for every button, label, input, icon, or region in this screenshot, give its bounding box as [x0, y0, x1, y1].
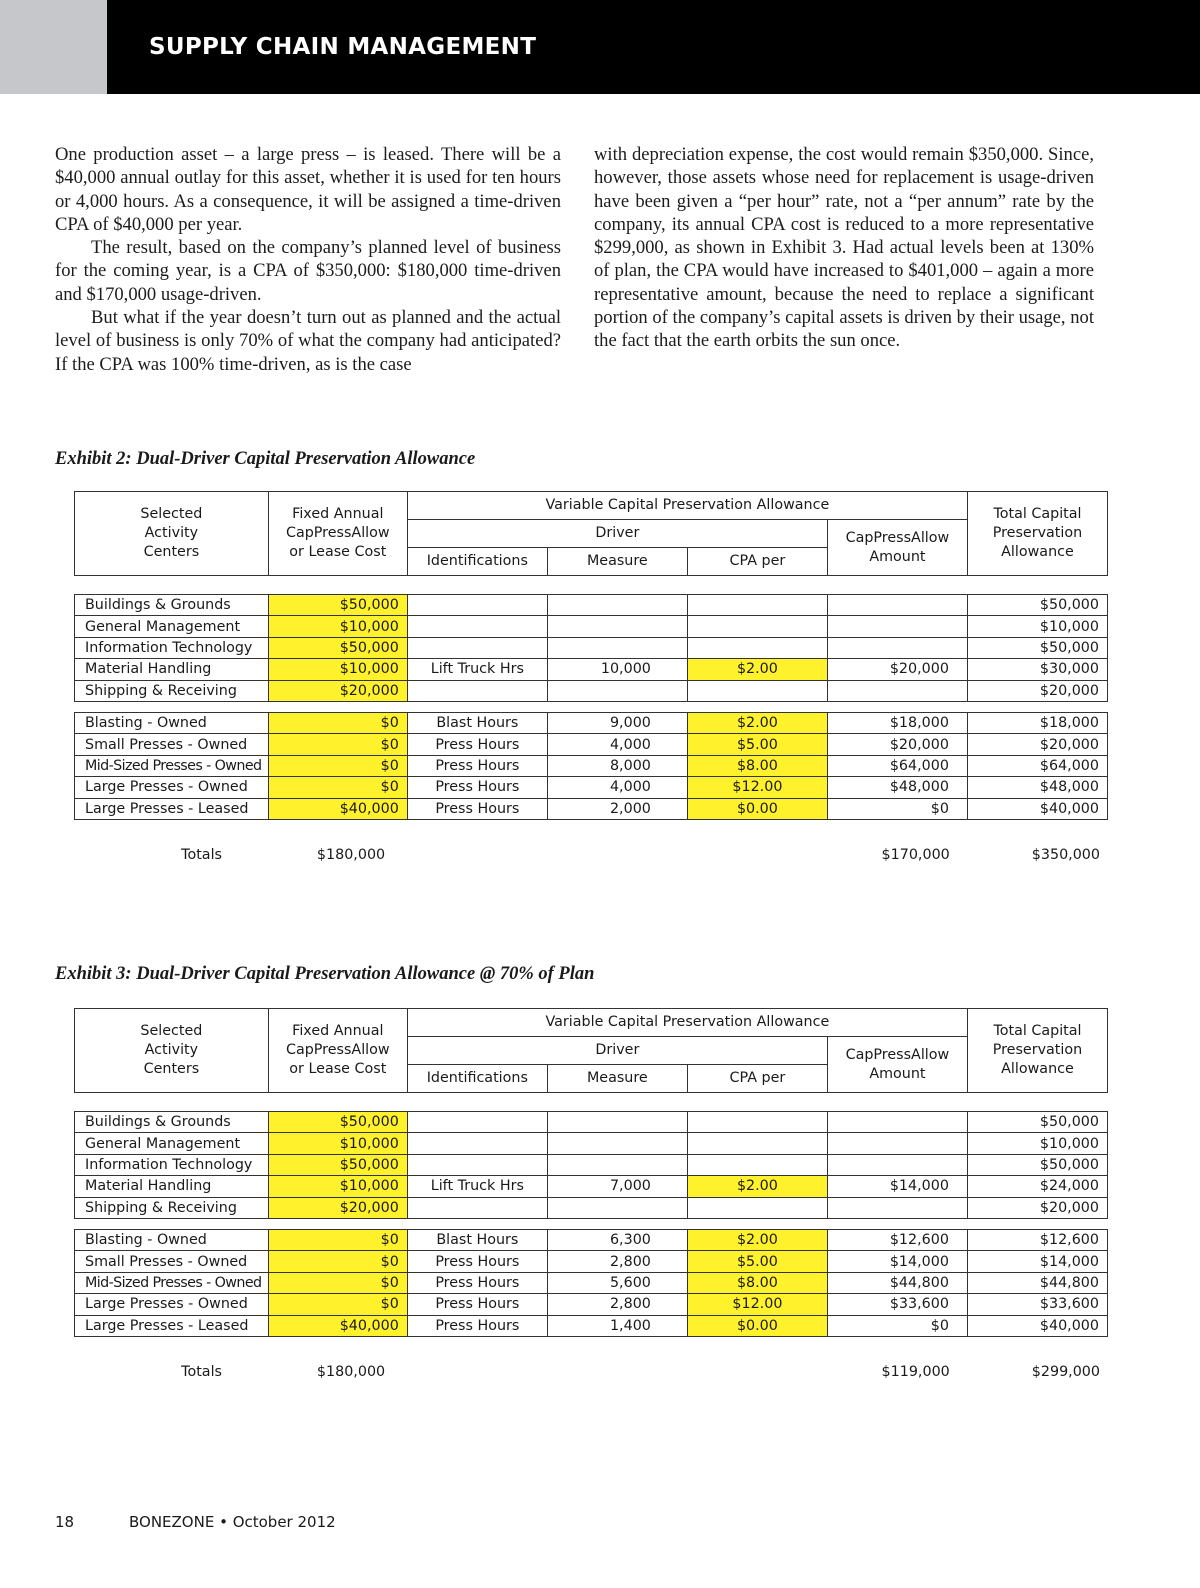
total-cpa: $40,000 [967, 798, 1107, 819]
driver-measure [547, 616, 687, 637]
total-cpa: $33,600 [967, 1294, 1107, 1315]
fixed-cost: $40,000 [268, 1315, 407, 1336]
driver-identification: Blast Hours [407, 712, 547, 733]
driver-identification [407, 1197, 547, 1218]
cpa-per: $0.00 [687, 798, 827, 819]
cpa-per [687, 1154, 827, 1175]
driver-measure: 4,000 [547, 734, 687, 755]
activity-center: Large Presses - Leased [75, 1315, 269, 1336]
publication-footer: BONEZONE • October 2012 [129, 1513, 336, 1531]
total-cpa: $50,000 [967, 637, 1107, 658]
cpa-amount [827, 1197, 967, 1218]
totals-row [74, 1361, 1108, 1383]
driver-identification [407, 1154, 547, 1175]
table-row [75, 1251, 1108, 1272]
header-cpa-per: CPA per [687, 548, 827, 576]
total-cpa: $64,000 [967, 755, 1107, 776]
cpa-amount: $14,000 [827, 1176, 967, 1197]
driver-measure: 10,000 [547, 659, 687, 680]
cpa-per [687, 680, 827, 701]
activity-center: Small Presses - Owned [75, 1251, 269, 1272]
paragraph: One production asset – a large press – is leased. There will be a $40,000 annual outlay for this asset, whether it is used for ten hours or 4,000 hours. As a consequence, it will be assigned a time-driven CPA of $40,000 per year. [55, 144, 561, 235]
header-fixed: Fixed Annual CapPressAllow or Lease Cost [268, 492, 407, 576]
cpa-amount: $48,000 [827, 777, 967, 798]
activity-center: Information Technology [75, 637, 269, 658]
table-row [75, 777, 1108, 798]
exhibit-3-table [74, 1008, 1108, 1383]
driver-identification: Blast Hours [407, 1229, 547, 1250]
totals-label: Totals [181, 846, 222, 863]
totals-amount: $170,000 [881, 846, 950, 863]
fixed-cost: $0 [268, 1294, 407, 1315]
cpa-amount: $20,000 [827, 734, 967, 755]
table-row [75, 1176, 1108, 1197]
cpa-per [687, 1133, 827, 1154]
cpa-amount: $33,600 [827, 1294, 967, 1315]
header-driver: Driver [407, 1037, 827, 1065]
header-gray-block [0, 0, 107, 94]
driver-measure: 4,000 [547, 777, 687, 798]
activity-center: Buildings & Grounds [75, 595, 269, 616]
driver-measure: 7,000 [547, 1176, 687, 1197]
table-row [75, 595, 1108, 616]
driver-identification: Press Hours [407, 1272, 547, 1293]
header-activity: Selected Activity Centers [75, 1009, 269, 1093]
activity-center: Large Presses - Owned [75, 777, 269, 798]
driver-identification: Lift Truck Hrs [407, 659, 547, 680]
header-amount: CapPressAllow Amount [827, 520, 967, 576]
cpa-amount [827, 595, 967, 616]
cpa-per: $2.00 [687, 1176, 827, 1197]
header-cpa-per: CPA per [687, 1065, 827, 1093]
total-cpa: $20,000 [967, 734, 1107, 755]
fixed-cost: $50,000 [268, 595, 407, 616]
driver-identification: Press Hours [407, 734, 547, 755]
driver-identification: Lift Truck Hrs [407, 1176, 547, 1197]
cpa-amount [827, 680, 967, 701]
fixed-cost: $20,000 [268, 1197, 407, 1218]
table-row [75, 755, 1108, 776]
table-row [75, 1315, 1108, 1336]
cpa-per: $8.00 [687, 1272, 827, 1293]
header-measure: Measure [547, 1065, 687, 1093]
activity-center: Mid-Sized Presses - Owned [75, 1272, 269, 1293]
cpa-amount: $64,000 [827, 755, 967, 776]
driver-measure: 6,300 [547, 1229, 687, 1250]
cpa-amount: $0 [827, 798, 967, 819]
cpa-per [687, 637, 827, 658]
totals-fixed: $180,000 [316, 846, 386, 863]
cpa-per: $2.00 [687, 712, 827, 733]
header-variable: Variable Capital Preservation Allowance [407, 1009, 967, 1037]
driver-measure: 2,800 [547, 1294, 687, 1315]
cpa-per: $0.00 [687, 1315, 827, 1336]
activity-center: Material Handling [75, 659, 269, 680]
total-cpa: $10,000 [967, 616, 1107, 637]
total-cpa: $44,800 [967, 1272, 1107, 1293]
driver-measure [547, 637, 687, 658]
header-total: Total Capital Preservation Allowance [967, 492, 1107, 576]
cpa-amount: $14,000 [827, 1251, 967, 1272]
table-row [75, 712, 1108, 733]
table-row [75, 616, 1108, 637]
paragraph: But what if the year doesn’t turn out as planned and the actual level of business is only 70% of what the company had anticipated? If the CPA was 100% time-driven, as is the case [55, 307, 561, 375]
driver-identification [407, 680, 547, 701]
fixed-cost: $10,000 [268, 616, 407, 637]
cpa-per [687, 1112, 827, 1133]
cpa-amount: $44,800 [827, 1272, 967, 1293]
activity-center: General Management [75, 1133, 269, 1154]
total-cpa: $10,000 [967, 1133, 1107, 1154]
cpa-amount [827, 1154, 967, 1175]
driver-measure: 1,400 [547, 1315, 687, 1336]
cpa-per [687, 595, 827, 616]
driver-measure: 2,800 [547, 1251, 687, 1272]
cpa-per: $5.00 [687, 734, 827, 755]
fixed-cost: $50,000 [268, 1154, 407, 1175]
table-group-2 [74, 712, 1108, 820]
driver-measure: 9,000 [547, 712, 687, 733]
fixed-cost: $0 [268, 734, 407, 755]
total-cpa: $20,000 [967, 1197, 1107, 1218]
exhibit-2-table [74, 491, 1108, 866]
cpa-amount: $20,000 [827, 659, 967, 680]
header-identifications: Identifications [407, 548, 547, 576]
cpa-amount: $12,600 [827, 1229, 967, 1250]
totals-total: $350,000 [1031, 846, 1100, 863]
driver-identification [407, 1133, 547, 1154]
totals-amount: $119,000 [881, 1363, 950, 1380]
table-row [75, 1294, 1108, 1315]
fixed-cost: $50,000 [268, 1112, 407, 1133]
driver-identification [407, 616, 547, 637]
table-row [75, 798, 1108, 819]
activity-center: Shipping & Receiving [75, 1197, 269, 1218]
activity-center: Information Technology [75, 1154, 269, 1175]
driver-measure: 2,000 [547, 798, 687, 819]
driver-identification: Press Hours [407, 777, 547, 798]
driver-identification: Press Hours [407, 1294, 547, 1315]
total-cpa: $48,000 [967, 777, 1107, 798]
cpa-amount [827, 637, 967, 658]
header-activity: Selected Activity Centers [75, 492, 269, 576]
total-cpa: $50,000 [967, 595, 1107, 616]
table-row [75, 1229, 1108, 1250]
header-fixed: Fixed Annual CapPressAllow or Lease Cost [268, 1009, 407, 1093]
total-cpa: $12,600 [967, 1229, 1107, 1250]
article-left-column [55, 143, 561, 376]
cpa-per: $12.00 [687, 1294, 827, 1315]
cpa-per: $2.00 [687, 1229, 827, 1250]
activity-center: Mid-Sized Presses - Owned [75, 755, 269, 776]
fixed-cost: $0 [268, 777, 407, 798]
totals-label: Totals [181, 1363, 222, 1380]
cpa-amount: $0 [827, 1315, 967, 1336]
fixed-cost: $20,000 [268, 680, 407, 701]
driver-identification [407, 637, 547, 658]
driver-measure [547, 1133, 687, 1154]
total-cpa: $40,000 [967, 1315, 1107, 1336]
fixed-cost: $40,000 [268, 798, 407, 819]
header-measure: Measure [547, 548, 687, 576]
table-row [75, 637, 1108, 658]
cpa-amount [827, 616, 967, 637]
driver-identification: Press Hours [407, 798, 547, 819]
total-cpa: $50,000 [967, 1112, 1107, 1133]
table-header [74, 1008, 1108, 1093]
fixed-cost: $0 [268, 1251, 407, 1272]
table-row [75, 1133, 1108, 1154]
cpa-per [687, 1197, 827, 1218]
header-driver: Driver [407, 520, 827, 548]
fixed-cost: $10,000 [268, 659, 407, 680]
driver-identification: Press Hours [407, 1251, 547, 1272]
activity-center: General Management [75, 616, 269, 637]
activity-center: Blasting - Owned [75, 712, 269, 733]
header-amount: CapPressAllow Amount [827, 1037, 967, 1093]
total-cpa: $18,000 [967, 712, 1107, 733]
activity-center: Material Handling [75, 1176, 269, 1197]
header-variable: Variable Capital Preservation Allowance [407, 492, 967, 520]
driver-measure [547, 1112, 687, 1133]
table-row [75, 1272, 1108, 1293]
cpa-per: $2.00 [687, 659, 827, 680]
driver-measure [547, 1197, 687, 1218]
paragraph: The result, based on the company’s planned level of business for the coming year, is a CPA of $350,000: $180,000 time-driven and $170,000 usage-driven. [55, 237, 561, 305]
activity-center: Shipping & Receiving [75, 680, 269, 701]
cpa-amount [827, 1112, 967, 1133]
fixed-cost: $10,000 [268, 1133, 407, 1154]
total-cpa: $50,000 [967, 1154, 1107, 1175]
table-row [75, 680, 1108, 701]
fixed-cost: $0 [268, 755, 407, 776]
paragraph: with depreciation expense, the cost would remain $350,000. Since, however, those assets whose need for replacement is usage-driven have been given a “per hour” rate, not a “per annum” rate by the company, its annual CPA cost is reduced to a more representative $299,000, as shown in Exhibit 3. Had actual levels been at 130% of plan, the CPA would have increased to $401,000 – again a more representative amount, because the need to replace a significant portion of the company’s capital assets is driven by their usage, not the fact that the earth orbits the sun once. [594, 144, 1094, 352]
table-row [75, 1154, 1108, 1175]
totals-fixed: $180,000 [316, 1363, 386, 1380]
activity-center: Small Presses - Owned [75, 734, 269, 755]
driver-measure: 5,600 [547, 1272, 687, 1293]
total-cpa: $14,000 [967, 1251, 1107, 1272]
table-group-1 [74, 594, 1108, 702]
table-group-2 [74, 1229, 1108, 1337]
totals-total: $299,000 [1031, 1363, 1100, 1380]
driver-identification [407, 595, 547, 616]
driver-identification: Press Hours [407, 1315, 547, 1336]
article-right-column [594, 143, 1094, 353]
driver-measure: 8,000 [547, 755, 687, 776]
totals-row [74, 844, 1108, 866]
section-title: SUPPLY CHAIN MANAGEMENT [149, 34, 537, 60]
cpa-per: $12.00 [687, 777, 827, 798]
fixed-cost: $0 [268, 1229, 407, 1250]
cpa-per: $5.00 [687, 1251, 827, 1272]
table-row [75, 659, 1108, 680]
cpa-per [687, 616, 827, 637]
driver-measure [547, 680, 687, 701]
exhibit-2-title: Exhibit 2: Dual-Driver Capital Preservation Allowance [55, 449, 476, 469]
driver-identification: Press Hours [407, 755, 547, 776]
header-total: Total Capital Preservation Allowance [967, 1009, 1107, 1093]
total-cpa: $24,000 [967, 1176, 1107, 1197]
driver-identification [407, 1112, 547, 1133]
total-cpa: $20,000 [967, 680, 1107, 701]
cpa-per: $8.00 [687, 755, 827, 776]
table-group-1 [74, 1111, 1108, 1219]
activity-center: Buildings & Grounds [75, 1112, 269, 1133]
activity-center: Blasting - Owned [75, 1229, 269, 1250]
table-row [75, 734, 1108, 755]
fixed-cost: $50,000 [268, 637, 407, 658]
driver-measure [547, 595, 687, 616]
table-row [75, 1197, 1108, 1218]
driver-measure [547, 1154, 687, 1175]
exhibit-3-title: Exhibit 3: Dual-Driver Capital Preservation Allowance @ 70% of Plan [55, 964, 595, 984]
fixed-cost: $0 [268, 712, 407, 733]
fixed-cost: $10,000 [268, 1176, 407, 1197]
fixed-cost: $0 [268, 1272, 407, 1293]
header-identifications: Identifications [407, 1065, 547, 1093]
cpa-amount: $18,000 [827, 712, 967, 733]
table-row [75, 1112, 1108, 1133]
activity-center: Large Presses - Leased [75, 798, 269, 819]
table-header [74, 491, 1108, 576]
page-number: 18 [55, 1513, 75, 1531]
total-cpa: $30,000 [967, 659, 1107, 680]
cpa-amount [827, 1133, 967, 1154]
activity-center: Large Presses - Owned [75, 1294, 269, 1315]
